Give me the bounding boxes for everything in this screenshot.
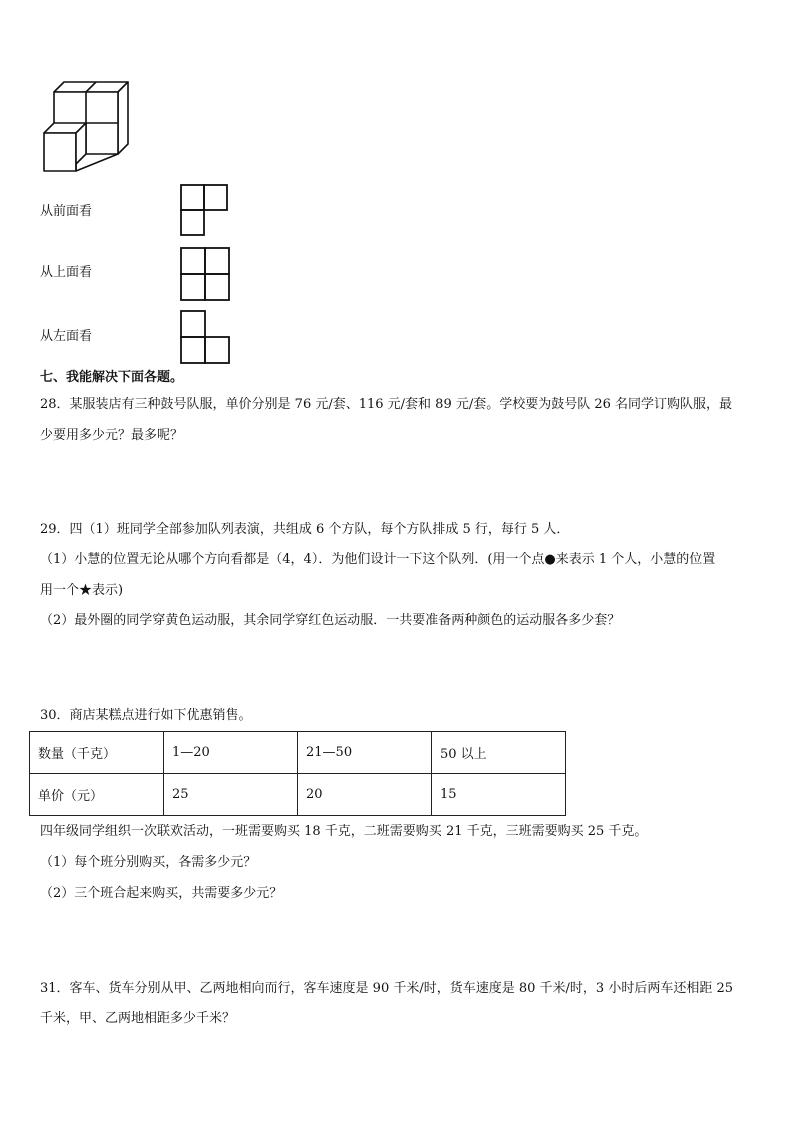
- table-cell: 25: [164, 774, 298, 816]
- table-cell: 数量（千克）: [30, 732, 164, 774]
- q30-line-1: 四年级同学组织一次联欢活动，一班需要购买 18 千克，二班需要购买 21 千克，三班需要购买 25 千克。: [40, 824, 648, 839]
- table-row: [30, 774, 566, 816]
- front-view-grid: [180, 184, 230, 236]
- q30-intro: 30．商店某糕点进行如下优惠销售。: [40, 708, 252, 723]
- view-label-top: 从上面看: [40, 265, 93, 280]
- q29-line-1: 29．四（1）班同学全部参加队列表演，共组成 6 个方队，每个方队排成 5 行，每行 5 人．: [40, 522, 570, 537]
- section-heading: 七、我能解决下面各题。: [40, 370, 184, 385]
- view-label-front: 从前面看: [40, 204, 93, 219]
- q30-line-2: （1）每个班分别购买，各需多少元？: [40, 855, 257, 870]
- q31-line-2: 千米，甲、乙两地相距多少千米？: [40, 1011, 236, 1026]
- price-table: [29, 731, 566, 816]
- table-cell: 21—50: [298, 732, 432, 774]
- q29-line-3: 用一个★表示): [40, 583, 124, 598]
- q31-line-1: 31．客车、货车分别从甲、乙两地相向而行，客车速度是 90 千米/时，货车速度是 80 千米/时，3 小时后两车还相距 25: [40, 981, 733, 996]
- table-cell: 50 以上: [432, 732, 566, 774]
- q29-line-2: （1）小慧的位置无论从哪个方向看都是（4，4）．为他们设计一下这个队列．(用一个点●来表示 1 个人，小慧的位置: [40, 552, 716, 567]
- table-cell: 20: [298, 774, 432, 816]
- table-row: [30, 732, 566, 774]
- view-label-left: 从左面看: [40, 329, 93, 344]
- cube-stack-figure: [38, 80, 130, 176]
- table-cell: 1—20: [164, 732, 298, 774]
- q29-line-4: （2）最外圈的同学穿黄色运动服，其余同学穿红色运动服．一共要准备两种颜色的运动服各多少套？: [40, 613, 621, 628]
- q28-line-1: 28．某服装店有三种鼓号队服，单价分别是 76 元/套、116 元/套和 89 元/套。学校要为鼓号队 26 名同学订购队服，最: [40, 397, 733, 412]
- q28-line-2: 少要用多少元？最多呢？: [40, 428, 184, 443]
- table-cell: 单价（元）: [30, 774, 164, 816]
- left-view-grid: [180, 310, 232, 364]
- table-cell: 15: [432, 774, 566, 816]
- top-view-grid: [180, 247, 232, 301]
- q30-line-3: （2）三个班合起来购买，共需要多少元？: [40, 886, 283, 901]
